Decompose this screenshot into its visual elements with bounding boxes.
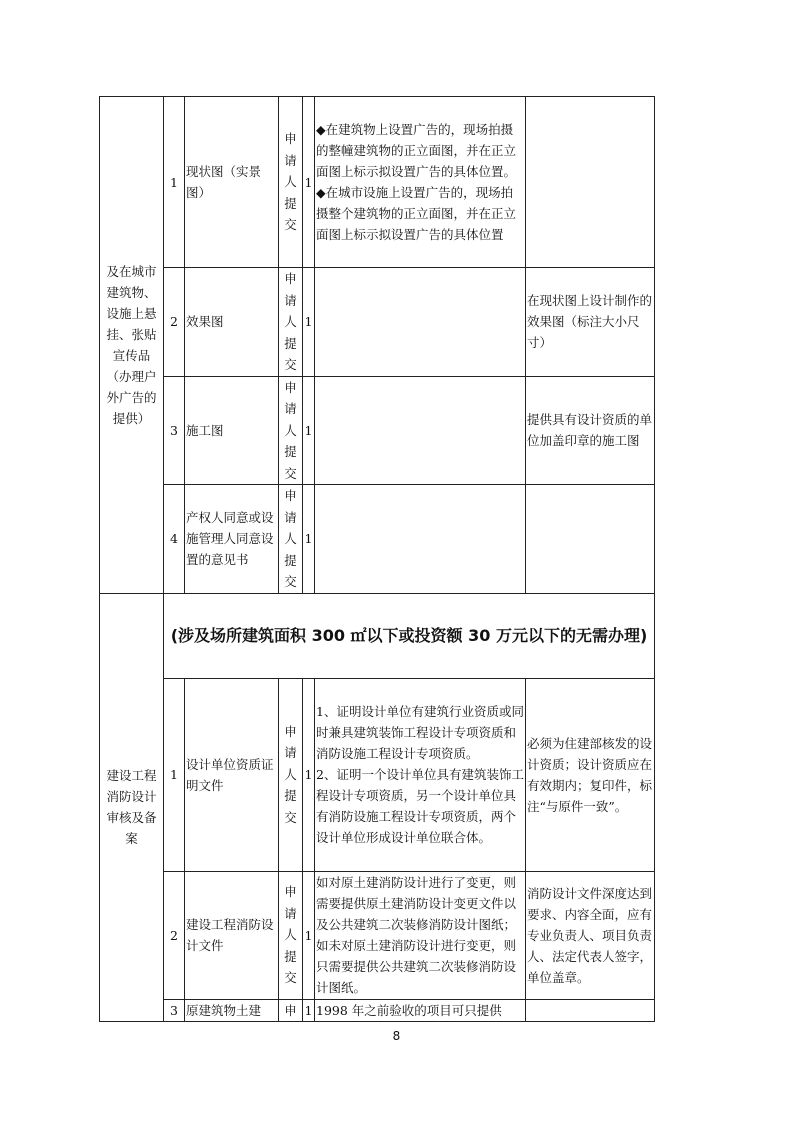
copy-count: 1 (303, 97, 315, 268)
notes-cell: 在现状图上设计制作的效果图（标注大小尺寸） (526, 268, 655, 377)
table-row (100, 376, 655, 485)
item-number: 3 (164, 999, 185, 1021)
notes-cell (526, 999, 655, 1021)
submitter-cell: 申 请 人 提 交 (279, 678, 303, 871)
material-name: 建设工程消防设计文件 (185, 871, 279, 999)
notes-cell: 提供具有设计资质的单位加盖印章的施工图 (526, 376, 655, 485)
table-row (100, 678, 655, 871)
notes-cell (526, 485, 655, 594)
submitter-cell: 申 请 人 提 交 (279, 485, 303, 594)
requirements-cell (315, 97, 526, 268)
table-row (100, 97, 655, 268)
requirements-cell: 1998 年之前验收的项目可只提供 (315, 999, 526, 1021)
table-row (100, 593, 655, 678)
item-number: 1 (164, 678, 185, 871)
section-note: (涉及场所建筑面积 300 ㎡以下或投资额 30 万元以下的无需办理) (164, 593, 655, 678)
submitter-cell: 申 请 人 提 交 (279, 376, 303, 485)
table-row (100, 268, 655, 377)
category-cell: 及在城市建筑物、设施上悬挂、张贴宣传品（办理户外广告的提供） (100, 97, 164, 594)
copy-count: 1 (303, 871, 315, 999)
item-number: 3 (164, 376, 185, 485)
material-name: 施工图 (185, 376, 279, 485)
notes-cell (526, 97, 655, 268)
page-number: 8 (392, 1029, 401, 1043)
requirements-cell (315, 268, 526, 377)
copy-count: 1 (303, 678, 315, 871)
item-number: 2 (164, 871, 185, 999)
category-cell: 建设工程消防设计审核及备案 (100, 593, 164, 1021)
item-number: 4 (164, 485, 185, 594)
copy-count: 1 (303, 999, 315, 1021)
material-name: 设计单位资质证明文件 (185, 678, 279, 871)
requirement-line: 1、证明设计单位有建筑行业资质或同时兼具建筑装饰工程设计专项资质和消防设施工程设计专项资质。 (316, 704, 524, 761)
item-number: 1 (164, 97, 185, 268)
copy-count: 1 (303, 485, 315, 594)
table-row (100, 485, 655, 594)
requirements-cell (315, 678, 526, 871)
table-row (100, 871, 655, 999)
notes-cell: 必须为住建部核发的设计资质；设计资质应在有效期内；复印件，标注“与原件一致”。 (526, 678, 655, 871)
notes-cell: 消防设计文件深度达到要求、内容全面，应有专业负责人、项目负责人、法定代表人签字，单位盖章。 (526, 871, 655, 999)
item-number: 2 (164, 268, 185, 377)
requirement-line: ◆在建筑物上设置广告的，现场拍摄的整幢建筑物的正立面图，并在正立面图上标示拟设置广告的具体位置。 (316, 122, 517, 179)
requirements-cell: 如对原土建消防设计进行了变更，则需要提供原土建消防设计变更文件以及公共建筑二次装修消防设计图纸；如未对原土建消防设计进行变更，则只需要提供公共建筑二次装修消防设计图纸。 (315, 871, 526, 999)
submitter-cell: 申 请 人 提 交 (279, 97, 303, 268)
material-name: 现状图（实景图） (185, 97, 279, 268)
material-name: 原建筑物土建 (185, 999, 279, 1021)
submitter-cell: 申 (279, 999, 303, 1021)
requirements-cell (315, 485, 526, 594)
copy-count: 1 (303, 268, 315, 377)
submitter-cell: 申 请 人 提 交 (279, 268, 303, 377)
table-row (100, 999, 655, 1021)
requirement-line: ◆在城市设施上设置广告的，现场拍摄整个建筑物的正立面图，并在正立面图上标示拟设置广告的具体位置 (316, 185, 517, 242)
requirement-line: 2、证明一个设计单位具有建筑装饰工程设计专项资质，另一个设计单位具有消防设施工程设计专项资质，两个设计单位形成设计单位联合体。 (316, 767, 524, 845)
requirements-cell (315, 376, 526, 485)
copy-count: 1 (303, 376, 315, 485)
material-name: 效果图 (185, 268, 279, 377)
material-name: 产权人同意或设施管理人同意设置的意见书 (185, 485, 279, 594)
submitter-cell: 申 请 人 提 交 (279, 871, 303, 999)
materials-table (99, 96, 655, 1022)
